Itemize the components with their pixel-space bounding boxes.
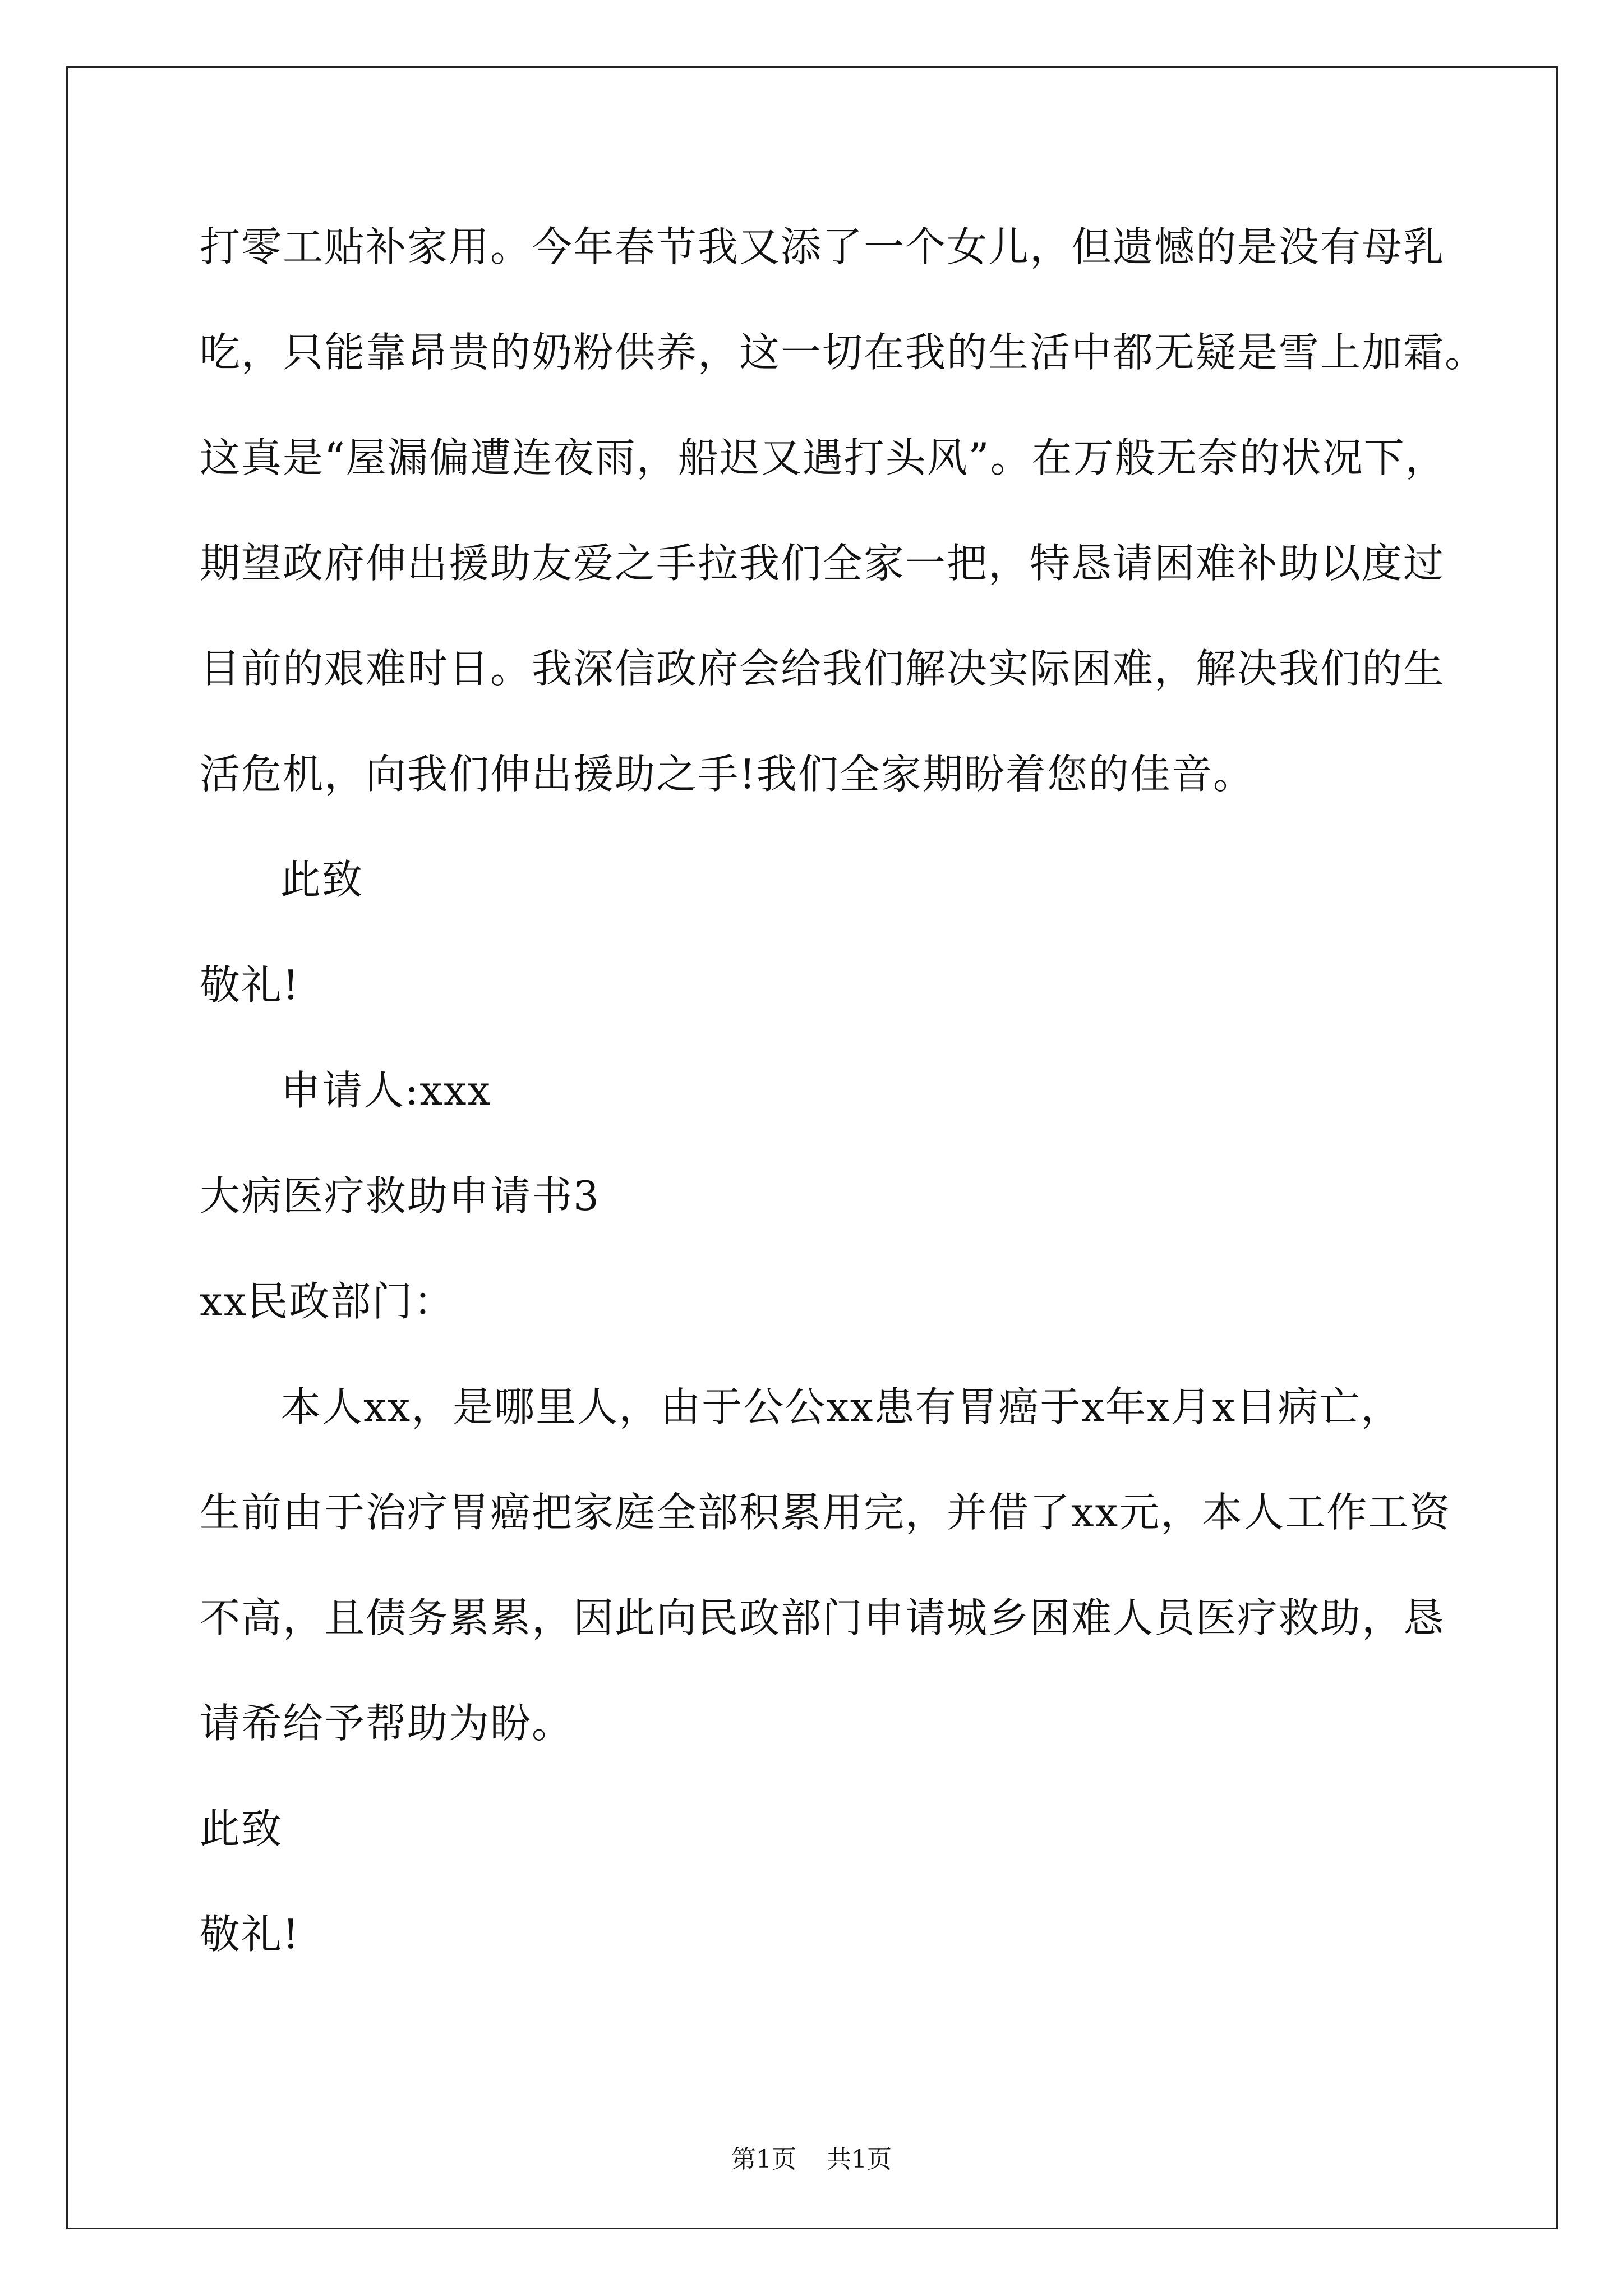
closing-line: 敬礼! xyxy=(200,961,300,1009)
body-line: 目前的艰难时日。我深信政府会给我们解决实际困难，解决我们的生 xyxy=(200,645,1445,692)
page-total: 共1页 xyxy=(827,2145,892,2174)
body-line: 吃，只能靠昂贵的奶粉供养，这一切在我的生活中都无疑是雪上加霜。 xyxy=(200,329,1487,376)
applicant-line: 申请人:xxx xyxy=(280,1067,492,1114)
body-line: 活危机，向我们伸出援助之手!我们全家期盼着您的佳音。 xyxy=(200,751,1255,798)
body-line: 期望政府伸出援助友爱之手拉我们全家一把，特恳请困难补助以度过 xyxy=(200,540,1445,587)
body-line: 生前由于治疗胃癌把家庭全部积累用完，并借了xx元，本人工作工资 xyxy=(200,1489,1451,1536)
body-line: 本人xx，是哪里人，由于公公xx患有胃癌于x年x月x日病亡， xyxy=(280,1383,1403,1430)
section-title: 大病医疗救助申请书3 xyxy=(200,1172,600,1220)
body-line: 请希给予帮助为盼。 xyxy=(200,1700,574,1747)
body-line: 打零工贴补家用。今年春节我又添了一个女儿，但遗憾的是没有母乳 xyxy=(200,223,1445,270)
body-line: 这真是“屋漏偏遭连夜雨，船迟又遇打头风”。在万般无奈的状况下， xyxy=(200,434,1447,481)
salutation-line: 此致 xyxy=(200,1805,283,1852)
page-number: 第1页 xyxy=(731,2145,796,2174)
page-footer xyxy=(0,2143,1623,2177)
closing-line: 敬礼! xyxy=(200,1911,300,1958)
page-border xyxy=(66,66,1558,2229)
body-line: 不高，且债务累累，因此向民政部门申请城乡困难人员医疗救助，恳 xyxy=(200,1594,1445,1641)
salutation-line: 此致 xyxy=(280,856,364,903)
addressee-line: xx民政部门： xyxy=(200,1278,455,1325)
